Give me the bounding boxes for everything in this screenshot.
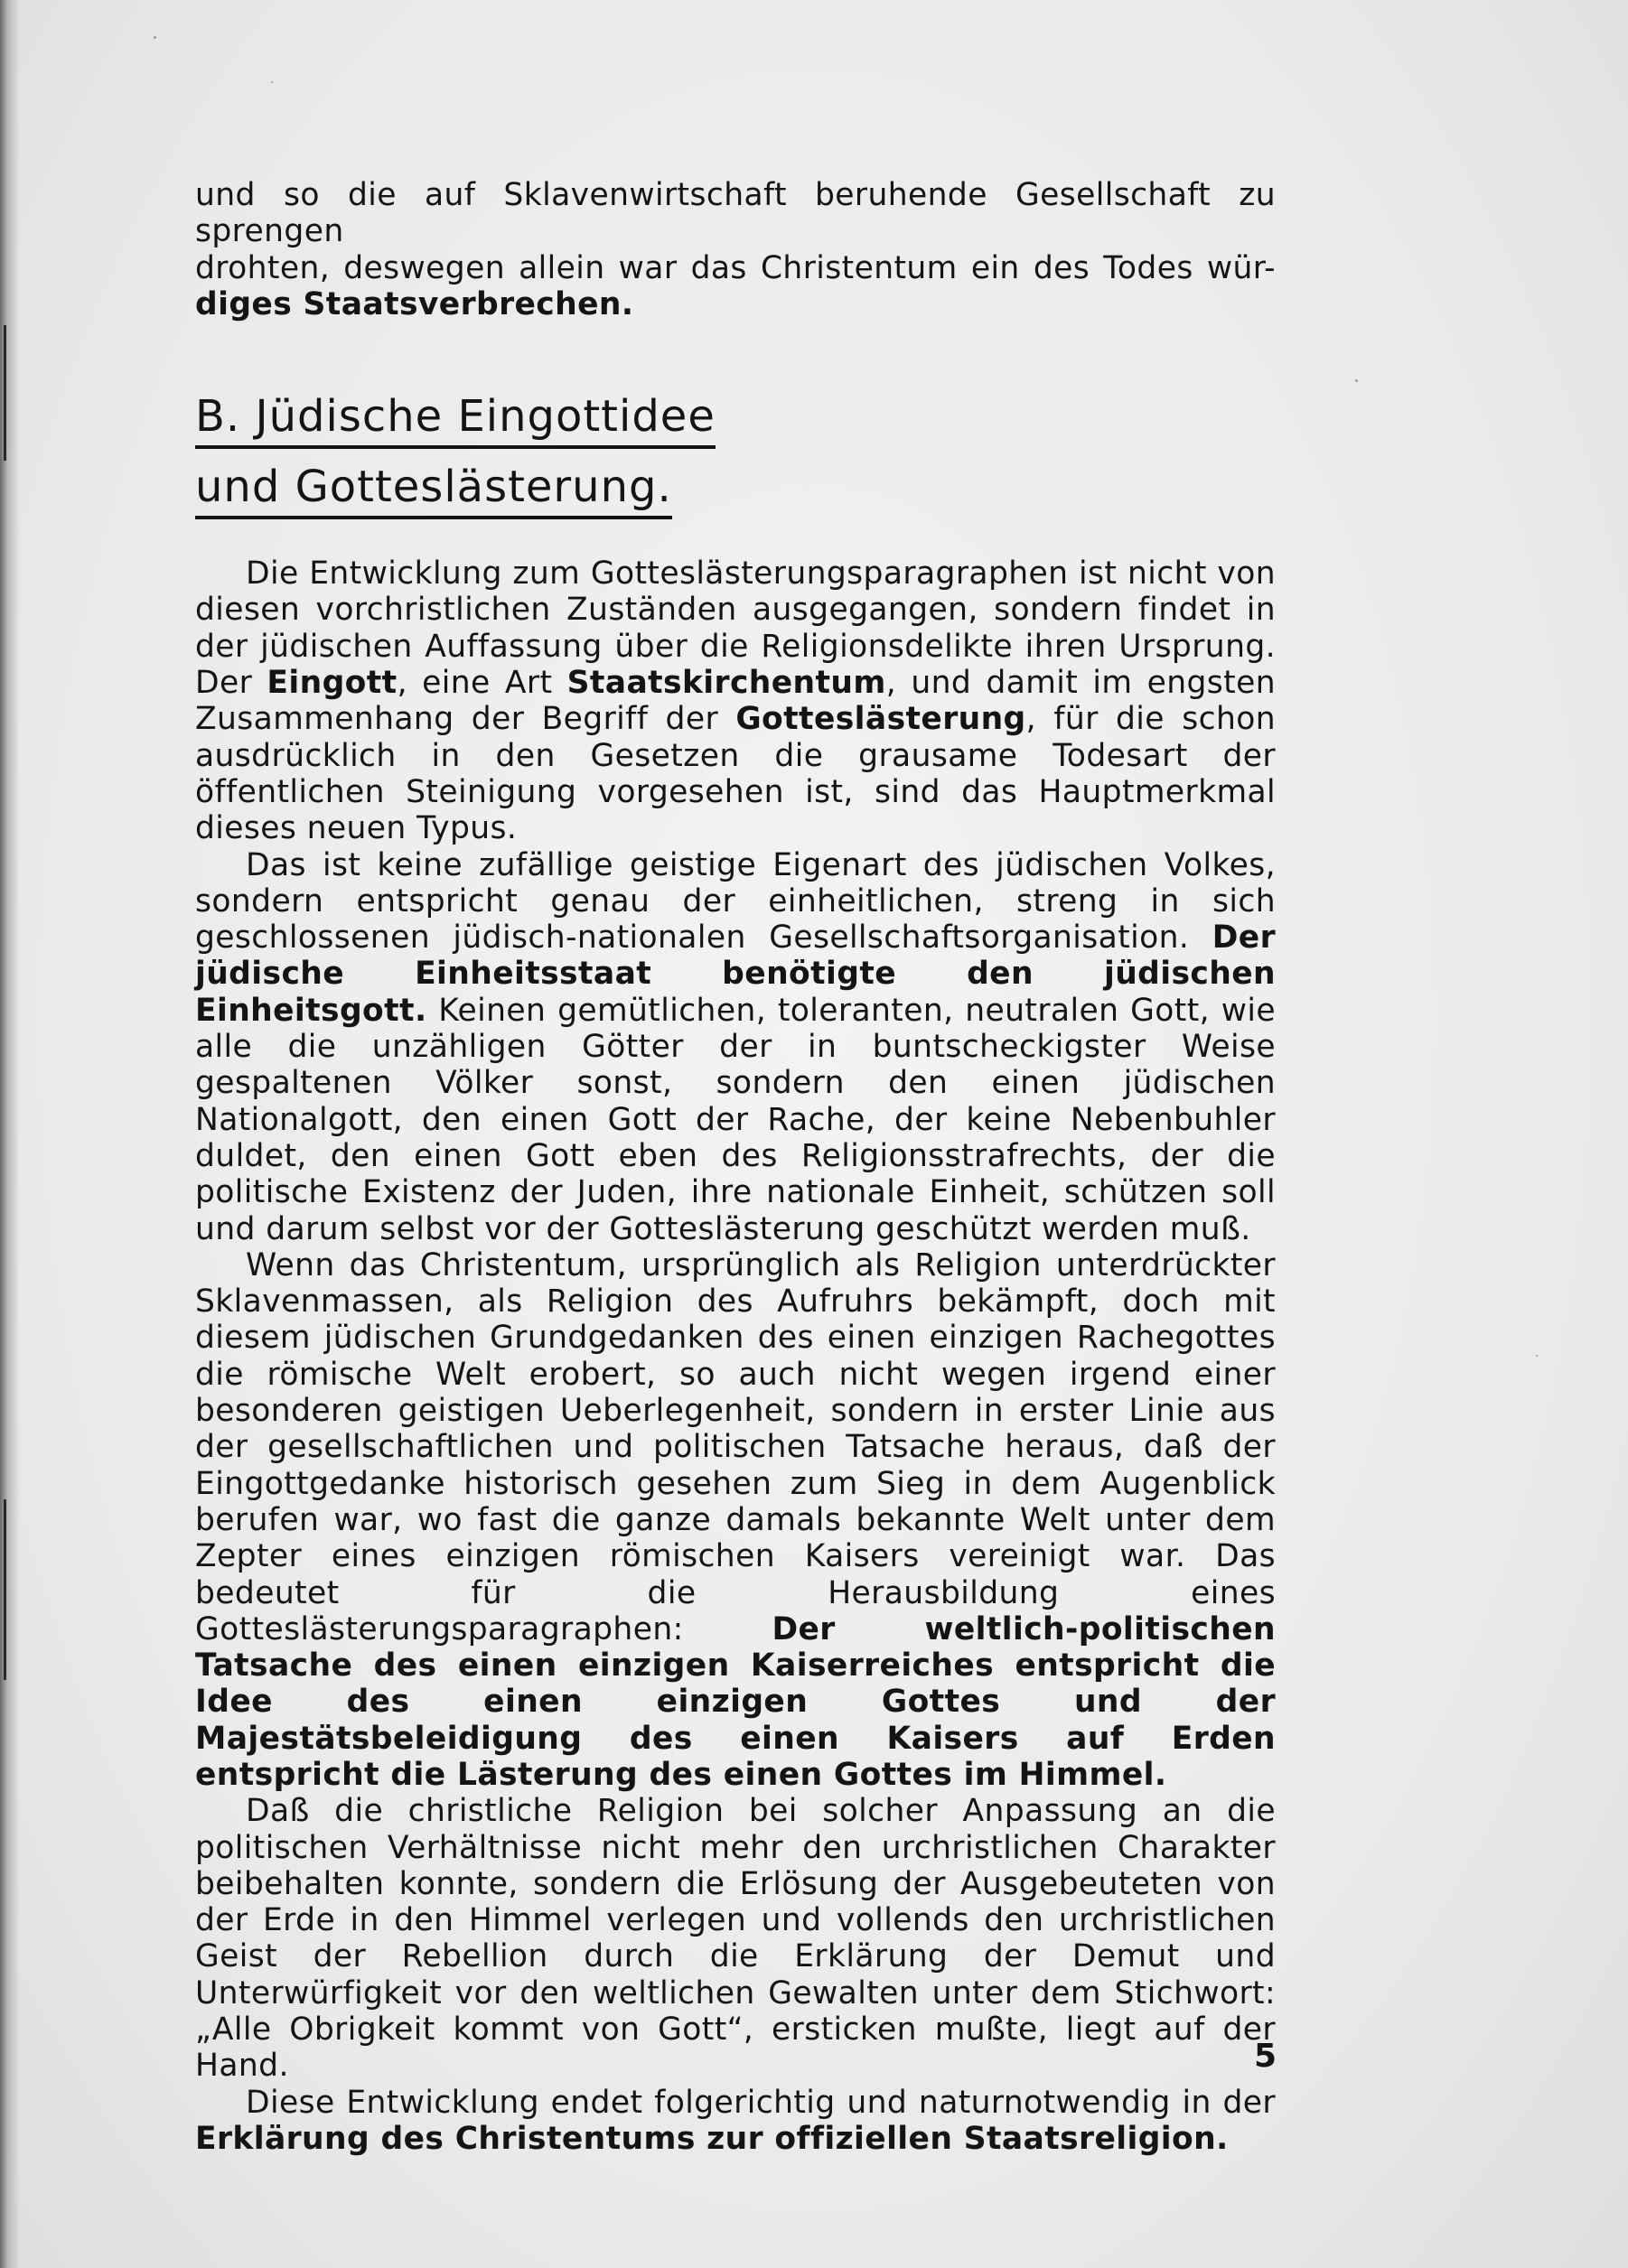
paragraph-text: , und damit im engsten Zusammenhang der Begriff der bbox=[195, 665, 1276, 738]
section-heading-line1-wrap bbox=[195, 393, 1276, 449]
section-heading-line2-wrap bbox=[195, 463, 1276, 519]
page-number: 5 bbox=[1254, 2038, 1277, 2075]
intro-line: drohten, deswegen allein war das Christentum ein des Todes wür- bbox=[195, 249, 1276, 286]
scan-artifact-mark bbox=[4, 325, 6, 461]
paragraph-text: , eine Art bbox=[397, 665, 567, 702]
paragraph-text: Daß die christliche Religion bei solcher Anpassung an die politischen Verhältnisse nicht mehr den urchristlichen Charakter beibehalten konnte, sondern die Erlösung der Ausgebeuteten von der Erde in den Himmel verlegen und vollends den urchristlichen Geist der Rebellion durch die Erklärung der Demut und Unterwürfigkeit vor den weltlichen Gewalten unter dem Stichwort: „Alle Obrigkeit kommt von Gott“, ersticken mußte, liegt auf der Hand. bbox=[195, 1793, 1276, 2085]
scan-speck bbox=[271, 81, 273, 83]
paragraph-text: Wenn das Christentum, ursprünglich als Religion unterdrückter Sklavenmassen, als Religion des Aufruhrs bekämpft, doch mit diesem jüdischen Grundgedanken des einen einzigen Rachegottes die römische Welt erobert, so auch nicht wegen irgend einer besonderen geistigen Ueberlegenheit, sondern in erster Linie aus der gesellschaftlichen und politischen Tatsache heraus, daß der Eingottgedanke historisch gesehen zum Sieg in dem Augenblick berufen war, wo fast die ganze damals bekannte Welt unter dem Zepter eines einzigen römischen Kaisers vereinigt war. Das bedeutet für die Herausbildung eines Gotteslästerungsparagraphen: bbox=[195, 1246, 1276, 1647]
emphasis-text: Der jüdische Einheitsstaat benötigte den jüdischen Einheitsgott. bbox=[195, 919, 1276, 1029]
scan-speck bbox=[154, 36, 156, 39]
paragraph-text: Diese Entwicklung endet folgerichtig und naturnotwendig in der bbox=[246, 2084, 1276, 2121]
section-heading: B. Jüdische Eingottidee bbox=[195, 393, 716, 449]
paragraph-text: Das ist keine zufällige geistige Eigenart des jüdischen Volkes, sondern entspricht genau der einheitlichen, streng in sich geschlossenen jüdisch-nationalen Gesellschaftsorganisation. bbox=[195, 846, 1276, 957]
intro-line-bold: diges Staatsverbrechen. bbox=[195, 285, 634, 322]
scan-artifact-mark bbox=[4, 1499, 6, 1680]
intro-line bbox=[195, 286, 1276, 322]
scan-speck bbox=[1536, 1355, 1538, 1357]
paragraph-5 bbox=[195, 2085, 1276, 2158]
paragraph-text: , für die schon ausdrücklich in den Gesetzen die grausame Todesart der öffentlichen Steinigung vorgesehen ist, sind das Hauptmerkmal dieses neuen Typus. bbox=[195, 701, 1276, 847]
scan-speck bbox=[1355, 379, 1358, 382]
paragraph-4 bbox=[195, 1793, 1276, 2084]
paragraph-3 bbox=[195, 1247, 1276, 1793]
emphasis-text: Erklärung des Christentums zur offiziellen Staatsreligion. bbox=[195, 2120, 1229, 2157]
emphasis-text: Staatskirchentum bbox=[566, 665, 886, 702]
emphasis-text: Gotteslästerung bbox=[735, 701, 1026, 738]
paragraph-text: Die Entwicklung zum Gotteslästerungsparagraphen ist nicht von diesen vorchristlichen Zuständen ausgegangen, sondern findet in der jüdischen Auffassung über die Religionsdelikte ihren Ursprung. Der bbox=[195, 555, 1276, 702]
emphasis-text: Der weltlich-politischen Tatsache des einen einzigen Kaiserreiches entspricht die Idee des einen einzigen Gottes und der Majestätsbeleidigung des einen Kaisers auf Erden entspricht die Lästerung des einen Gottes im Himmel. bbox=[195, 1610, 1276, 1793]
paragraph-text: Keinen gemütlichen, toleranten, neutralen Gott, wie alle die unzähligen Götter der in buntscheckigster Weise gespaltenen Völker sonst, sondern den einen jüdischen Nationalgott, den einen Gott der Rache, der keine Nebenbuhler duldet, den einen Gott eben des Religionsstrafrechts, der die politische Existenz der Juden, ihre nationale Einheit, schützen soll und darum selbst vor der Gotteslästerung geschützt werden muß. bbox=[195, 992, 1276, 1247]
intro-line: und so die auf Sklavenwirtschaft beruhende Gesellschaft zu sprengen bbox=[195, 177, 1276, 250]
paragraph-2 bbox=[195, 847, 1276, 1247]
emphasis-text: Eingott bbox=[267, 665, 398, 702]
page-content bbox=[195, 177, 1276, 2157]
section-heading-continued: und Gotteslästerung. bbox=[195, 463, 672, 519]
paragraph-1 bbox=[195, 555, 1276, 846]
